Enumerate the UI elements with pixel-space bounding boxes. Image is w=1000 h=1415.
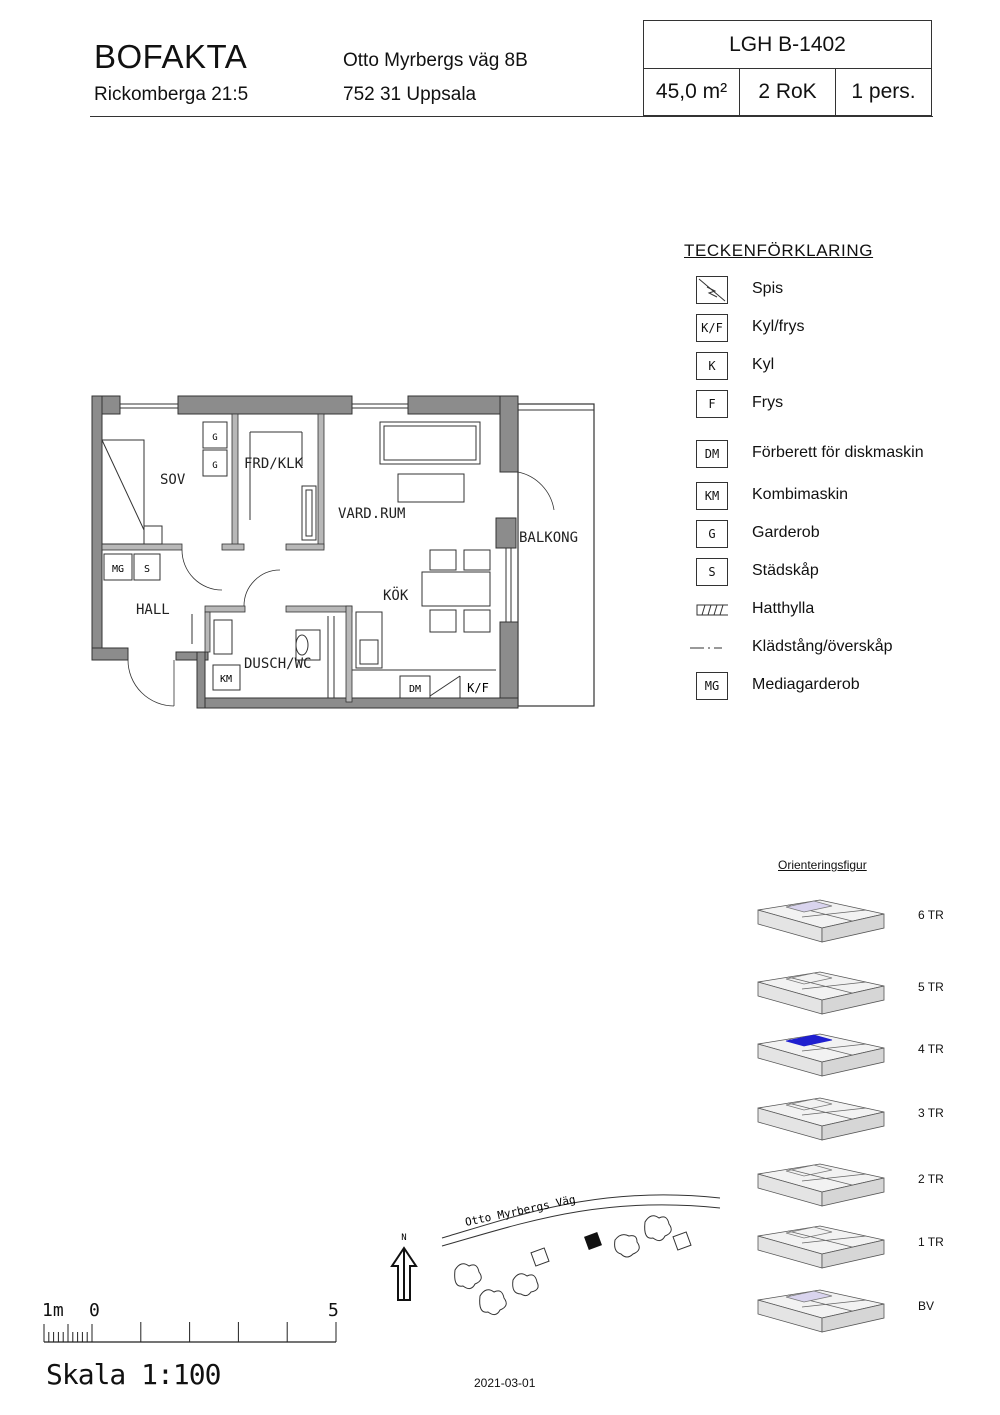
legend-item [694, 352, 984, 386]
legend-label: Kombimaskin [752, 486, 849, 503]
legend-item [694, 390, 984, 424]
legend-symbol [696, 558, 728, 586]
legend-label: Spis [752, 280, 784, 297]
balcony-outline [518, 404, 594, 706]
storage-shelves [250, 432, 316, 540]
north-label: N [401, 1233, 407, 1243]
neighbor-buildings [455, 1216, 691, 1315]
legend-label: Förberett för diskmaskin [752, 444, 924, 461]
legend-symbol [696, 482, 728, 510]
closet-g-label: G [212, 433, 218, 443]
hat-shelf-icon [696, 596, 728, 624]
legend-label: Städskåp [752, 562, 819, 579]
floor-block [758, 1226, 884, 1268]
legend-symbol [696, 390, 728, 418]
floor-label: 5 TR [918, 980, 944, 994]
floor-label: 4 TR [918, 1042, 944, 1056]
floor-block [758, 972, 884, 1014]
orientation-title: Orienteringsfigur [778, 858, 867, 872]
legend-symbol-text: KM [704, 489, 720, 503]
kf-label: K/F [467, 681, 489, 695]
orientation-figure [750, 890, 900, 1340]
floor-block [758, 1098, 884, 1140]
legend-label: Klädstång/överskåp [752, 638, 893, 655]
header-rule [90, 116, 933, 117]
legend-symbol [696, 352, 728, 380]
street-name: Otto Myrbergs Väg [463, 1192, 577, 1229]
legend-item [694, 482, 984, 516]
property-designation: Rickomberga 21:5 [94, 84, 249, 105]
bed [102, 440, 162, 544]
km-label: KM [219, 674, 233, 685]
legend-symbol-text: DM [704, 447, 720, 461]
site-plan [380, 1180, 730, 1320]
legend-symbol-text: K/F [701, 321, 723, 335]
floor-label: 6 TR [918, 908, 944, 922]
room-kok: KÖK [383, 588, 409, 604]
room-vardrum: VARD.RUM [338, 506, 406, 522]
dm-label: DM [408, 684, 422, 695]
legend-title: TECKENFÖRKLARING [684, 241, 874, 260]
legend-symbol-text: G [708, 527, 716, 541]
legend-label: Kyl/frys [752, 318, 805, 335]
closet-mg-label: MG [111, 564, 125, 575]
legend-item [694, 314, 984, 348]
apartment-rooms: 2 RoK [740, 69, 836, 115]
legend-label: Frys [752, 394, 784, 411]
apartment-number: LGH B-1402 [644, 21, 931, 69]
legend-symbol-text: MG [704, 679, 720, 693]
clothes-rail-icon [690, 634, 722, 662]
plan-date: 2021-03-01 [474, 1376, 536, 1390]
target-building [584, 1232, 602, 1250]
floor-label: 3 TR [918, 1106, 944, 1120]
floor-plan [85, 388, 605, 718]
scale-bar [40, 1320, 340, 1350]
legend-symbol-text: K [708, 359, 716, 373]
scale-label: Skala 1:100 [46, 1358, 221, 1391]
floor-label: 2 TR [918, 1172, 944, 1186]
legend-item [694, 596, 984, 630]
room-balkong: BALKONG [519, 530, 579, 546]
floor-label: BV [918, 1299, 935, 1313]
legend-label: Hatthylla [752, 600, 815, 617]
room-dusch-wc: DUSCH/WC [244, 656, 312, 672]
legend-item [694, 440, 984, 474]
legend-item [694, 276, 984, 310]
legend-symbol [696, 672, 728, 700]
floor-label: 1 TR [918, 1235, 944, 1249]
scale-end: 5 [328, 1300, 339, 1321]
closet-s-label: S [143, 564, 151, 575]
legend-symbol-text: F [708, 397, 716, 411]
floor-block [758, 900, 884, 942]
legend-item [694, 634, 984, 668]
floor-block [758, 1164, 884, 1206]
room-sov: SOV [160, 472, 186, 488]
postal-address: 752 31 Uppsala [343, 84, 477, 105]
room-frd-klk: FRD/KLK [244, 456, 304, 472]
legend-label: Mediagarderob [752, 676, 860, 693]
scale-unit-label: 1m [42, 1300, 64, 1321]
brand-title: BOFAKTA [94, 38, 248, 75]
legend-item [694, 558, 984, 592]
legend-item [694, 672, 984, 706]
stove-icon [696, 276, 728, 304]
apartment-area: 45,0 m² [644, 69, 740, 115]
scale-start: 0 [89, 1300, 100, 1321]
legend-symbol [696, 440, 728, 468]
closet-g-label: G [212, 461, 218, 471]
street-address: Otto Myrbergs väg 8B [343, 50, 528, 71]
legend-label: Garderob [752, 524, 820, 541]
apartment-info-box [643, 20, 932, 116]
legend-symbol-text: S [708, 565, 716, 579]
floor-block [758, 1290, 884, 1332]
apartment-persons: 1 pers. [851, 80, 916, 103]
legend-symbol [696, 314, 728, 342]
legend-item [694, 520, 984, 554]
legend-symbol [696, 520, 728, 548]
legend-label: Kyl [752, 356, 775, 373]
room-hall: HALL [136, 602, 170, 618]
floor-block [758, 1034, 884, 1076]
